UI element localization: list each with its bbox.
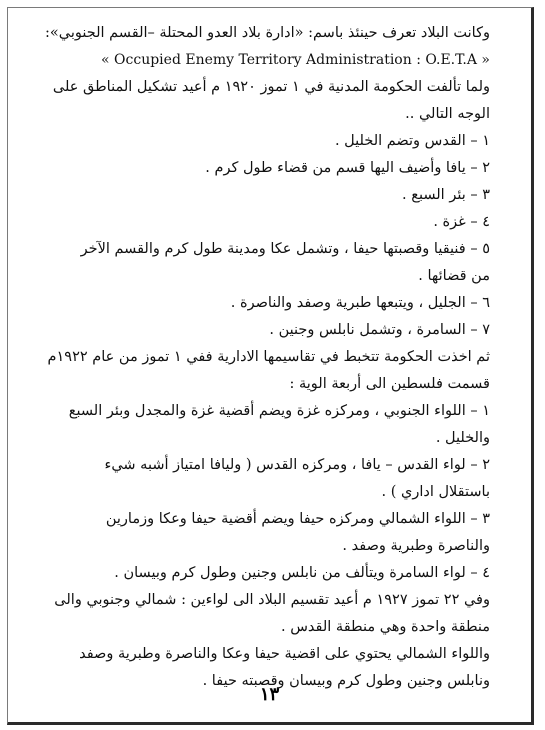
list-item: ٥ – فنيقيا وقصبتها حيفا ، وتشمل عكا ومدينة طول كرم والقسم الآخر [80,241,490,257]
text-line: قسمت فلسطين الى أربعة الوية : [289,376,490,392]
page-body [44,20,490,695]
list-item: ١ – اللواء الجنوبي ، ومركزه غزة ويضم أقضية غزة والمجدل وبئر السبع [68,403,490,419]
list-item: ١ – القدس وتضم الخليل . [334,133,490,149]
text-line: ثم اخذت الحكومة تتخبط في تقاسيمها الادارية ففي ١ تموز من عام ١٩٢٢م [47,349,490,365]
text-line: واللواء الشمالي يحتوي على اقضية حيفا وعكا والناصرة وطبرية وصفد [79,646,490,662]
text-line: والناصرة وطبرية وصفد . [342,538,490,554]
text-line: وكانت البلاد تعرف حينئذ باسم: «ادارة بلاد العدو المحتلة –القسم الجنوبي»: [44,25,490,41]
list-item: ٧ – السامرة ، وتشمل نابلس وجنين . [269,322,490,338]
list-item: ٢ – يافا وأضيف اليها قسم من قضاء طول كرم . [205,160,490,176]
list-item: ٢ – لواء القدس – يافا ، ومركزه القدس ( وليافا امتياز أشبه شيء [104,457,490,473]
text-line: باستقلال اداري ) . [381,484,490,500]
list-item: ٤ – لواء السامرة ويتألف من نابلس وجنين وطول كرم وبيسان . [114,565,490,581]
text-line: من قضائها . [418,268,490,284]
book-page [7,7,534,725]
list-item: ٦ – الجليل ، ويتبعها طبرية وصفد والناصرة . [230,295,490,311]
text-line: ولما تألفت الحكومة المدنية في ١ تموز ١٩٢٠ م أعيد تشكيل المناطق على [52,79,490,95]
text-line: منطقة واحدة وهي منطقة القدس . [281,619,490,635]
text-line: والخليل . [435,430,490,446]
text-line-latin: « Occupied Enemy Territory Administration : O.E.T.A » [101,52,490,68]
page-number: ١٣ [259,684,280,705]
text-line: الوجه التالي .. [405,106,490,122]
list-item: ٤ – غزة . [433,214,490,230]
text-line: ونابلس وجنين وطول كرم وبيسان وقصبته حيفا . [202,673,490,689]
list-item: ٣ – اللواء الشمالي ومركزه حيفا ويضم أقضية حيفا وعكا وزمارين [105,511,490,527]
text-line: وفي ٢٢ تموز ١٩٢٧ م أعيد تقسيم البلاد الى لواءين : شمالي وجنوبي والى [54,592,490,608]
list-item: ٣ – بئر السبع . [402,187,490,203]
